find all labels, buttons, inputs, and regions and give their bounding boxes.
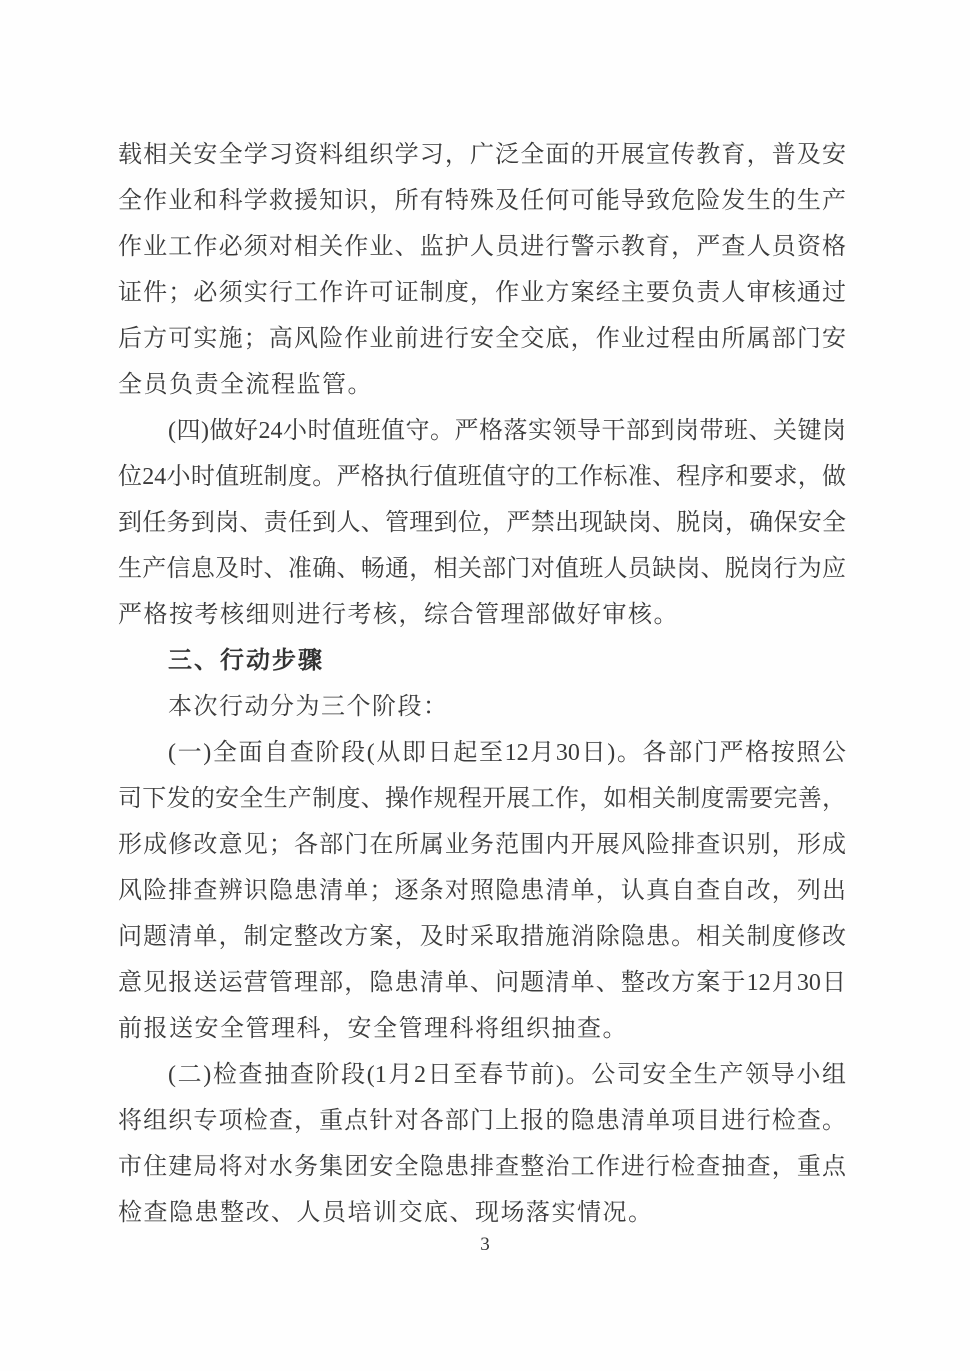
text-line: (四)做好24小时值班值守。严格落实领导干部到岗带班、关键岗: [168, 418, 846, 444]
text-line: 检查隐患整改、人员培训交底、现场落实情况。: [118, 1200, 654, 1226]
page-number: 3: [480, 1234, 490, 1255]
section-heading: 三、行动步骤: [168, 648, 324, 674]
text-line: 后方可实施；高风险作业前进行安全交底，作业过程由所属部门安: [118, 326, 846, 352]
document-body: [118, 132, 846, 1236]
text-line: 问题清单，制定整改方案，及时采取措施消除隐患。相关制度修改: [118, 924, 846, 950]
text-line: 本次行动分为三个阶段：: [168, 694, 449, 720]
text-line: 意见报送运营管理部，隐患清单、问题清单、整改方案于12月30日: [118, 970, 846, 996]
text-line: (二)检查抽查阶段(1月2日至春节前)。公司安全生产领导小组: [168, 1062, 846, 1088]
text-line: 前报送安全管理科，安全管理科将组织抽查。: [118, 1016, 628, 1042]
text-line: 将组织专项检查，重点针对各部门上报的隐患清单项目进行检查。: [118, 1108, 846, 1134]
text-line: 市住建局将对水务集团安全隐患排查整治工作进行检查抽查，重点: [118, 1154, 846, 1180]
text-line: 风险排查辨识隐患清单；逐条对照隐患清单，认真自查自改，列出: [118, 878, 846, 904]
text-line: 作业工作必须对相关作业、监护人员进行警示教育，严查人员资格: [118, 234, 846, 260]
text-line: 生产信息及时、准确、畅通，相关部门对值班人员缺岗、脱岗行为应: [118, 556, 846, 582]
text-line: 到任务到岗、责任到人、管理到位，严禁出现缺岗、脱岗，确保安全: [118, 510, 846, 536]
text-line: 位24小时值班制度。严格执行值班值守的工作标准、程序和要求，做: [118, 464, 846, 490]
text-line: (一)全面自查阶段(从即日起至12月30日)。各部门严格按照公: [168, 740, 846, 766]
text-line: 证件；必须实行工作许可证制度，作业方案经主要负责人审核通过: [118, 280, 846, 306]
text-line: 全作业和科学救援知识，所有特殊及任何可能导致危险发生的生产: [118, 188, 846, 214]
text-line: 司下发的安全生产制度、操作规程开展工作，如相关制度需要完善，: [118, 786, 846, 812]
text-line: 全员负责全流程监管。: [118, 372, 373, 398]
text-line: 严格按考核细则进行考核，综合管理部做好审核。: [118, 602, 679, 628]
text-line: 载相关安全学习资料组织学习，广泛全面的开展宣传教育，普及安: [118, 142, 846, 168]
text-line: 形成修改意见；各部门在所属业务范围内开展风险排查识别，形成: [118, 832, 846, 858]
